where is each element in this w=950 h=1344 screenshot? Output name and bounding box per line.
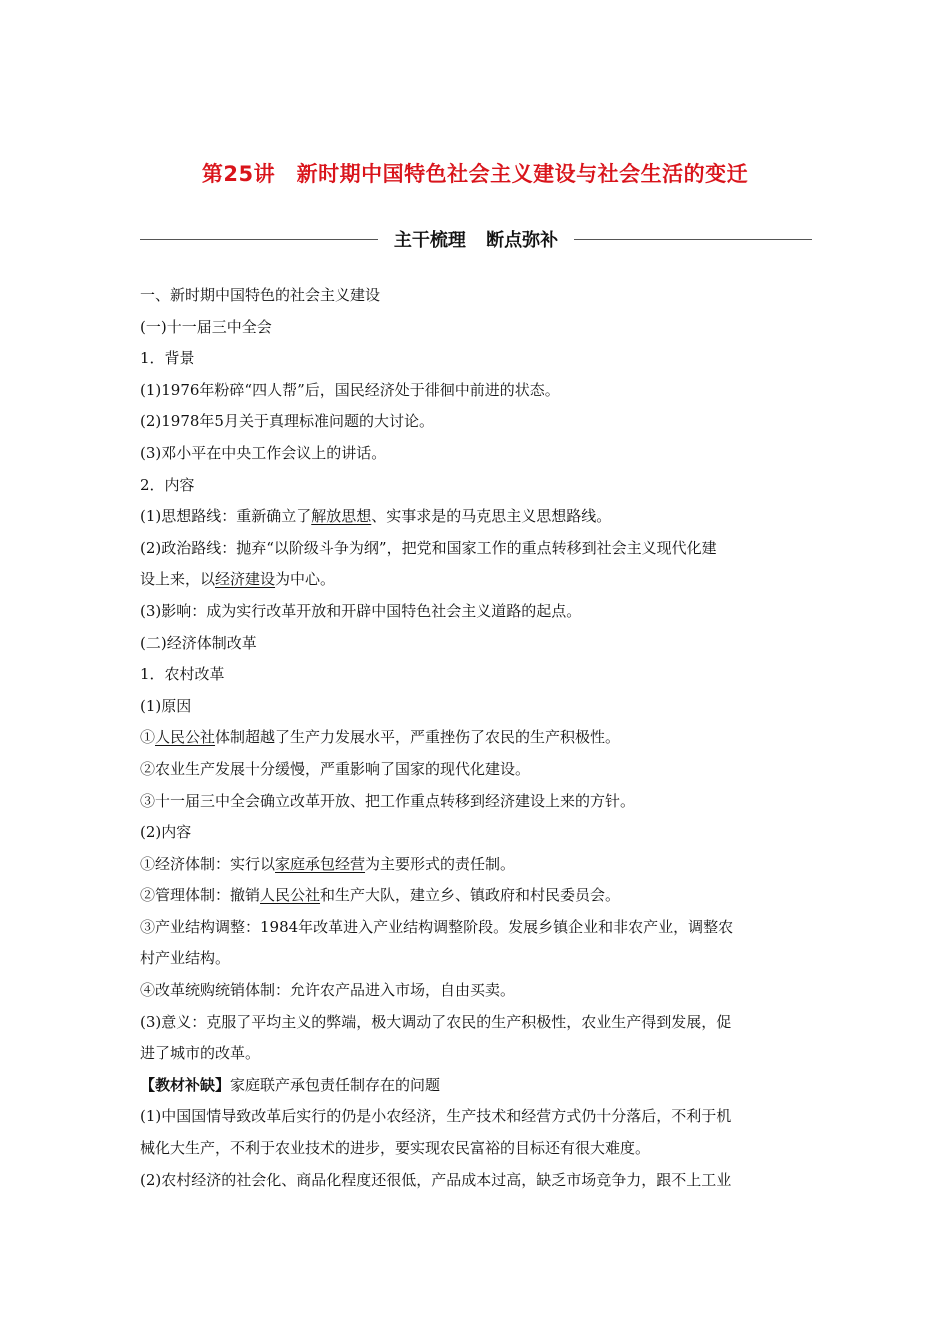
text-line (140, 438, 812, 470)
text-line (140, 1007, 812, 1039)
text-line (140, 786, 812, 818)
text-segment: 村产业结构。 (140, 949, 231, 968)
text-segment: 、实事求是的马克思主义思想路线。 (371, 507, 612, 526)
text-line (140, 754, 812, 786)
text-line (140, 722, 812, 754)
text-segment: 2．内容 (140, 475, 195, 494)
text-line (140, 564, 812, 596)
underlined-term: 人民公社 (260, 886, 321, 905)
text-segment: (2)政治路线：抛弃“以阶级斗争为纲”，把党和国家工作的重点转移到社会主义现代化建 (140, 538, 717, 557)
text-segment: 械化大生产，不利于农业技术的进步，要实现农民富裕的目标还有很大难度。 (140, 1139, 651, 1158)
text-segment: 进了城市的改革。 (140, 1044, 261, 1063)
section-header (140, 226, 812, 252)
text-segment: ①经济体制：实行以 (140, 854, 276, 873)
text-line (140, 533, 812, 565)
text-segment: (3)意义：克服了平均主义的弊端，极大调动了农民的生产积极性，农业生产得到发展，促 (140, 1012, 732, 1031)
header-rule-right (574, 239, 812, 240)
underlined-term: 人民公社 (155, 728, 216, 747)
supplement-tag: 【教材补缺】 (140, 1075, 231, 1094)
text-line (140, 628, 812, 660)
text-segment: (2)农村经济的社会化、商品化程度还很低，产品成本过高，缺乏市场竞争力，跟不上工业 (140, 1170, 732, 1189)
text-line (140, 375, 812, 407)
header-rule-left (140, 239, 378, 240)
text-line (140, 312, 812, 344)
text-line (140, 912, 812, 944)
text-line (140, 406, 812, 438)
text-line (140, 817, 812, 849)
text-line (140, 1133, 812, 1165)
text-segment: (一)十一届三中全会 (140, 317, 272, 336)
underlined-term: 家庭承包经营 (275, 854, 366, 873)
text-segment: ②农业生产发展十分缓慢，严重影响了国家的现代化建设。 (140, 759, 531, 778)
text-segment: 设上来，以 (140, 570, 216, 589)
text-line (140, 659, 812, 691)
text-segment: ④改革统购统销体制：允许农产品进入市场，自由买卖。 (140, 981, 516, 1000)
lesson-title: 第25讲 新时期中国特色社会主义建设与社会生活的变迁 (201, 162, 749, 186)
text-segment: (1)中国国情导致改革后实行的仍是小农经济，生产技术和经营方式仍十分落后，不利于机 (140, 1107, 732, 1126)
text-line (140, 691, 812, 723)
text-segment: ②管理体制：撤销 (140, 886, 261, 905)
text-segment: 1．农村改革 (140, 665, 225, 684)
text-segment: 1．背景 (140, 349, 195, 368)
text-segment: (1)1976年粉碎“四人帮”后，国民经济处于徘徊中前进的状态。 (140, 380, 560, 399)
text-line (140, 280, 812, 312)
text-line (140, 470, 812, 502)
text-line (140, 943, 812, 975)
text-segment: (3)邓小平在中央工作会议上的讲话。 (140, 443, 387, 462)
text-line (140, 849, 812, 881)
text-segment: (2)内容 (140, 823, 192, 842)
text-segment: 家庭联产承包责任制存在的问题 (230, 1075, 441, 1094)
document-body (140, 280, 812, 1196)
text-segment: (二)经济体制改革 (140, 633, 257, 652)
text-line (140, 1165, 812, 1197)
text-line (140, 880, 812, 912)
text-segment: 和生产大队，建立乡、镇政府和村民委员会。 (320, 886, 621, 905)
section-header-label: 主干梳理 断点弥补 (393, 230, 559, 251)
text-segment: (2)1978年5月关于真理标准问题的大讨论。 (140, 412, 434, 431)
text-line (140, 975, 812, 1007)
text-segment: 为主要形式的责任制。 (365, 854, 516, 873)
text-segment: 一、新时期中国特色的社会主义建设 (140, 286, 381, 304)
text-segment: ① (140, 728, 156, 747)
text-line (140, 1038, 812, 1070)
text-segment: 体制超越了生产力发展水平，严重挫伤了农民的生产积极性。 (215, 728, 621, 747)
underlined-term: 解放思想 (311, 507, 372, 526)
text-line (140, 1101, 812, 1133)
text-segment: 为中心。 (275, 570, 336, 589)
text-segment: ③产业结构调整：1984年改革进入产业结构调整阶段。发展乡镇企业和非农产业，调整农 (140, 917, 734, 936)
text-line (140, 501, 812, 533)
text-segment: (1)原因 (140, 696, 192, 715)
text-segment: ③十一届三中全会确立改革开放、把工作重点转移到经济建设上来的方针。 (140, 791, 636, 810)
text-line (140, 1070, 812, 1102)
text-line (140, 596, 812, 628)
text-segment: (1)思想路线：重新确立了 (140, 507, 312, 526)
text-line (140, 343, 812, 375)
underlined-term: 经济建设 (215, 570, 276, 589)
text-segment: (3)影响：成为实行改革开放和开辟中国特色社会主义道路的起点。 (140, 601, 582, 620)
